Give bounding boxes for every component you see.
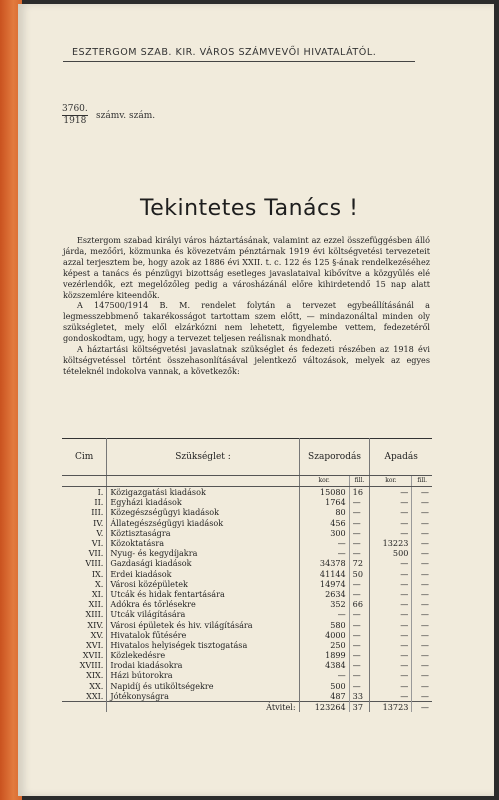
cell-fill: — [349, 589, 370, 599]
cell-name: Adókra és tőrlésekre [107, 599, 299, 609]
cell-cim: VIII. [62, 558, 107, 568]
cell-cim: XII. [62, 599, 107, 609]
cell-fill: 33 [349, 691, 370, 702]
cell-akor: — [370, 507, 412, 517]
cell-fill: 72 [349, 558, 370, 568]
cell-fill: 16 [349, 487, 370, 498]
cell-name: Köztisztaságra [107, 528, 299, 538]
cell-kor: 14974 [299, 579, 349, 589]
cell-cim: V. [62, 528, 107, 538]
cell-name: Közigazgatási kiadások [107, 487, 299, 498]
reference-top: 3760. [62, 104, 88, 114]
cell-name: Városi középületek [107, 579, 299, 589]
cell-afill: — [420, 619, 429, 630]
paragraph: Esztergom szabad királyi város háztartásának, valamint az ezzel összefüggésben álló járda, mezőőri, közmunka és kövezetvám pénztárnak 1919 évi költségvetési tervezeteit azzal terjesztem be, hogy azok az 1886 évi XXII. t. c. 122 és 125 §-ának rendelkezéséhez képest a tanács és pénzügyi bizottság esetleges javaslataival kibővítve a közgyűlés elé vezérlendők, ezt megelőzőleg pedig a városházánál előre kihirdetendő 15 nap alatt közszemlére kiteendők. [63, 235, 430, 300]
cell-cim: IX. [62, 569, 107, 579]
cell-cim: IV. [62, 518, 107, 528]
cell-kor: 15080 [299, 487, 349, 498]
cell-cim: XVIII. [62, 660, 107, 670]
cell-akor: 500 [370, 548, 412, 558]
cell-fill: — [349, 660, 370, 670]
cell-kor: 4000 [299, 630, 349, 640]
cell-name: Közoktatásra [107, 538, 299, 548]
header-cim: Cim [62, 439, 107, 476]
table-row [62, 497, 432, 507]
cell-kor: 580 [299, 619, 349, 629]
cell-afill: — [420, 650, 429, 661]
cell-akor: — [370, 579, 412, 589]
cell-afill: — [420, 578, 429, 589]
table-row [62, 518, 432, 528]
cell-akor: — [370, 558, 412, 568]
cell-cim: XV. [62, 630, 107, 640]
subheader-blank [107, 476, 299, 487]
cell-kor: — [299, 538, 349, 548]
cell-kor: 41144 [299, 569, 349, 579]
cell-akor: — [370, 650, 412, 660]
cell-akor: — [370, 599, 412, 609]
cell-afill: — [420, 670, 429, 681]
table-row [62, 558, 432, 568]
cell-akor: — [370, 670, 412, 680]
header-szukseglet: Szükséglet : [107, 439, 299, 476]
table-row [62, 599, 432, 609]
cell-kor: — [299, 609, 349, 619]
cell-cim: XX. [62, 681, 107, 691]
table-row [62, 650, 432, 660]
cell-name: Gazdasági kiadások [107, 558, 299, 568]
cell-name: Házi bútorokra [107, 670, 299, 680]
total-label: Átvitel: [107, 701, 299, 712]
cell-fill: 50 [349, 569, 370, 579]
cell-afill: — [420, 527, 429, 538]
cell-fill: — [349, 538, 370, 548]
table-row [62, 640, 432, 650]
cell-kor: 4384 [299, 660, 349, 670]
cell-name: Erdei kiadások [107, 569, 299, 579]
cell-akor: — [370, 660, 412, 670]
budget-table [62, 438, 432, 712]
cell-fill: — [349, 579, 370, 589]
cell-name: Közlekedésre [107, 650, 299, 660]
cell-afill: — [420, 690, 429, 701]
cell-name: Hivatalok fűtésére [107, 630, 299, 640]
subheader-blank [62, 476, 107, 487]
table-row [62, 579, 432, 589]
cell-kor: 1764 [299, 497, 349, 507]
table-row [62, 528, 432, 538]
total-afill: — [412, 701, 432, 712]
office-header: ESZTERGOM SZAB. KIR. VÁROS SZÁMVEVŐI HIVATALÁTÓL. [72, 47, 377, 58]
cell-kor: 80 [299, 507, 349, 517]
cell-cim: II. [62, 497, 107, 507]
cell-fill: — [349, 640, 370, 650]
cell-cim: VII. [62, 548, 107, 558]
table-total-row [62, 701, 432, 712]
table-row [62, 691, 432, 702]
cell-akor: — [370, 497, 412, 507]
table-subheader-row [62, 476, 432, 487]
table-row [62, 507, 432, 517]
cell-name: Jótékonyságra [107, 691, 299, 702]
cell-fill: — [349, 507, 370, 517]
table-row [62, 660, 432, 670]
cell-akor: — [370, 691, 412, 702]
cell-fill: — [349, 650, 370, 660]
cell-cim: III. [62, 507, 107, 517]
cell-afill: — [420, 609, 429, 620]
cell-akor: — [370, 528, 412, 538]
cell-akor: — [370, 619, 412, 629]
cell-kor: 487 [299, 691, 349, 702]
table-header-row [62, 439, 432, 476]
subheader-fill: fill. [412, 476, 432, 487]
cell-akor: — [370, 487, 412, 498]
table-row [62, 487, 432, 498]
reference-label: számv. szám. [96, 111, 156, 121]
cell-akor: 13223 [370, 538, 412, 548]
cell-afill: — [420, 660, 429, 671]
cell-fill: — [349, 497, 370, 507]
cell-cim: XI. [62, 589, 107, 599]
cell-akor: — [370, 589, 412, 599]
paragraph: A háztartási költségvetési javaslatnak szükséglet és fedezeti részében az 1918 évi költségvetéssel történt összehasonlításával jelentkező változások, melyek az egyes tételeknél indokolva vannak, a következők: [63, 344, 430, 376]
cell-cim: X. [62, 579, 107, 589]
table-row [62, 569, 432, 579]
subheader-kor: kor. [299, 476, 349, 487]
cell-afill: — [420, 507, 429, 518]
cell-fill: — [349, 681, 370, 691]
cell-kor: — [299, 548, 349, 558]
cell-name: Állategészségügyi kiadások [107, 518, 299, 528]
cell-afill: — [420, 680, 429, 691]
cell-kor: 352 [299, 599, 349, 609]
cell-fill: — [349, 528, 370, 538]
total-blank [62, 701, 107, 712]
total-fill: 37 [349, 701, 370, 712]
cell-cim: I. [62, 487, 107, 498]
cell-cim: XVI. [62, 640, 107, 650]
cell-akor: — [370, 681, 412, 691]
cell-cim: XXI. [62, 691, 107, 702]
cell-fill: 66 [349, 599, 370, 609]
reference-bottom: 1918 [63, 116, 87, 126]
cell-afill: — [420, 548, 429, 559]
cell-kor: 34378 [299, 558, 349, 568]
cell-afill: — [420, 599, 429, 610]
cell-akor: — [370, 640, 412, 650]
total-kor: 123264 [299, 701, 349, 712]
cell-afill: — [420, 538, 429, 549]
table-body [62, 487, 432, 702]
reference-number [62, 104, 88, 127]
cell-kor: 500 [299, 681, 349, 691]
cell-fill: — [349, 548, 370, 558]
cell-cim: XIV. [62, 619, 107, 629]
subheader-fill: fill. [349, 476, 370, 487]
cell-kor: 250 [299, 640, 349, 650]
cell-name: Egyházi kiadások [107, 497, 299, 507]
header-rule [63, 61, 415, 62]
table-row [62, 670, 432, 680]
cell-fill: — [349, 619, 370, 629]
header-szaporodas: Szaporodás [299, 439, 370, 476]
cell-kor: — [299, 670, 349, 680]
table-row [62, 630, 432, 640]
cell-name: Utcák világítására [107, 609, 299, 619]
subheader-kor: kor. [370, 476, 412, 487]
cell-cim: XVII. [62, 650, 107, 660]
cell-afill: — [420, 558, 429, 569]
table-row [62, 538, 432, 548]
cell-fill: — [349, 609, 370, 619]
cell-afill: — [420, 639, 429, 650]
cell-name: Nyug- és kegydíjakra [107, 548, 299, 558]
cell-afill: — [420, 629, 429, 640]
cell-fill: — [349, 670, 370, 680]
table-row [62, 589, 432, 599]
cell-akor: — [370, 609, 412, 619]
document-title: Tekintetes Tanács ! [140, 196, 359, 221]
cell-name: Utcák és hidak fentartására [107, 589, 299, 599]
cell-fill: — [349, 518, 370, 528]
cell-name: Városi épületek és hiv. világítására [107, 619, 299, 629]
body-text [63, 235, 430, 377]
cell-akor: — [370, 569, 412, 579]
cell-cim: XIII. [62, 609, 107, 619]
cell-kor: 456 [299, 518, 349, 528]
cell-kor: 2634 [299, 589, 349, 599]
cell-akor: — [370, 630, 412, 640]
cell-cim: XIX. [62, 670, 107, 680]
table-row [62, 681, 432, 691]
cell-name: Napidíj és utiköltségekre [107, 681, 299, 691]
cell-name: Hivatalos helyiségek tisztogatása [107, 640, 299, 650]
paragraph: A 147500/1914 B. M. rendelet folytán a tervezet egybeállításánál a legmesszebbmenő takarékosságot tartottam szem előtt, — mindazonáltal minden oly szükségletet, mely elől elzárkózni nem lehetett, figyelembe vettem, fedezetéről gondoskodtam, ugy, hogy a tervezet teljesen reálisnak mondható. [63, 300, 430, 344]
table-row [62, 609, 432, 619]
table-row [62, 619, 432, 629]
cell-cim: VI. [62, 538, 107, 548]
total-akor: 13723 [370, 701, 412, 712]
cell-name: Irodai kiadásokra [107, 660, 299, 670]
cell-akor: — [370, 518, 412, 528]
header-apadas: Apadás [370, 439, 432, 476]
cell-fill: — [349, 630, 370, 640]
cell-kor: 300 [299, 528, 349, 538]
cell-name: Közegészségügyi kiadások [107, 507, 299, 517]
cell-afill: — [420, 568, 429, 579]
cell-afill: — [420, 517, 429, 528]
cell-afill: — [420, 588, 429, 599]
cell-afill: — [420, 497, 429, 508]
table-row [62, 548, 432, 558]
cell-kor: 1899 [299, 650, 349, 660]
cell-afill: — [420, 487, 429, 498]
